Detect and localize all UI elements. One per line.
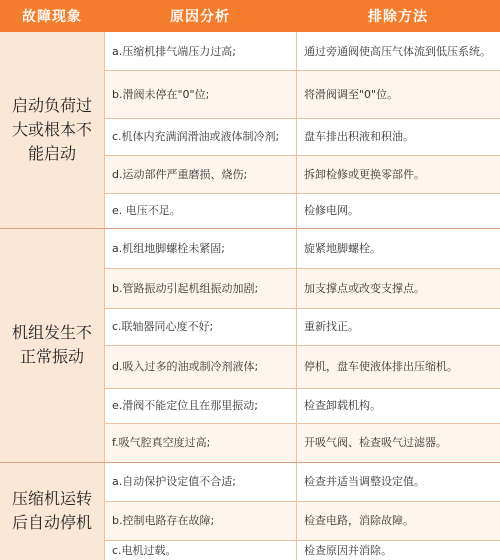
row-divider: [104, 388, 500, 389]
cause-cell: b.管路振动引起机组振动加剧;: [104, 268, 296, 308]
remedy-cell: 旋紧地脚螺栓。: [296, 228, 500, 268]
cause-cell: f.吸气腔真空度过高;: [104, 423, 296, 462]
symptom-cell: 启动负荷过大或根本不能启动: [0, 32, 104, 228]
row-divider: [104, 118, 500, 119]
row-divider: [104, 70, 500, 71]
symptom-cell: 压缩机运转后自动停机: [0, 462, 104, 560]
cause-cell: e.滑阀不能定位且在那里振动;: [104, 388, 296, 423]
header-remedy: 排除方法: [296, 0, 500, 32]
cause-cell: c.联轴器同心度不好;: [104, 308, 296, 345]
remedy-cell: 停机，盘车使液体排出压缩机。: [296, 345, 500, 388]
row-divider: [104, 193, 500, 194]
row-divider: [104, 540, 500, 541]
remedy-cell: 检修电网。: [296, 193, 500, 228]
cause-cell: d.吸入过多的油或制冷剂液体;: [104, 345, 296, 388]
row-divider: [104, 501, 500, 502]
cause-cell: a.机组地脚螺栓未紧固;: [104, 228, 296, 268]
column-divider: [104, 32, 105, 560]
header-symptom: 故障现象: [0, 0, 104, 32]
cause-cell: b.滑阀未停在"0"位;: [104, 70, 296, 118]
remedy-cell: 重新找正。: [296, 308, 500, 345]
cause-cell: e. 电压不足。: [104, 193, 296, 228]
row-divider: [104, 268, 500, 269]
remedy-cell: 将滑阀调至"0"位。: [296, 70, 500, 118]
remedy-cell: 开吸气阀、检查吸气过滤器。: [296, 423, 500, 462]
header-cause: 原因分析: [104, 0, 296, 32]
remedy-cell: 检查卸载机构。: [296, 388, 500, 423]
cause-cell: c.电机过载。: [104, 540, 296, 560]
cause-cell: a.压缩机排气端压力过高;: [104, 32, 296, 70]
remedy-cell: 通过旁通阀使高压气体流到低压系统。: [296, 32, 500, 70]
remedy-cell: 检查并适当调整设定值。: [296, 462, 500, 501]
symptom-cell: 机组发生不正常振动: [0, 228, 104, 462]
cause-cell: a.自动保护设定值不合适;: [104, 462, 296, 501]
row-divider: [104, 308, 500, 309]
cause-cell: d.运动部件严重磨损、烧伤;: [104, 155, 296, 193]
column-divider: [296, 32, 297, 560]
remedy-cell: 盘车排出积液和积油。: [296, 118, 500, 155]
cause-cell: b.控制电路存在故障;: [104, 501, 296, 540]
remedy-cell: 拆卸检修或更换零部件。: [296, 155, 500, 193]
row-divider: [104, 423, 500, 424]
row-divider: [0, 462, 500, 463]
cause-cell: c.机体内充满润滑油或液体制冷剂;: [104, 118, 296, 155]
remedy-cell: 检查电路，消除故障。: [296, 501, 500, 540]
row-divider: [0, 228, 500, 229]
row-divider: [104, 155, 500, 156]
row-divider: [104, 345, 500, 346]
remedy-cell: 检查原因并消除。: [296, 540, 500, 560]
remedy-cell: 加支撑点或改变支撑点。: [296, 268, 500, 308]
